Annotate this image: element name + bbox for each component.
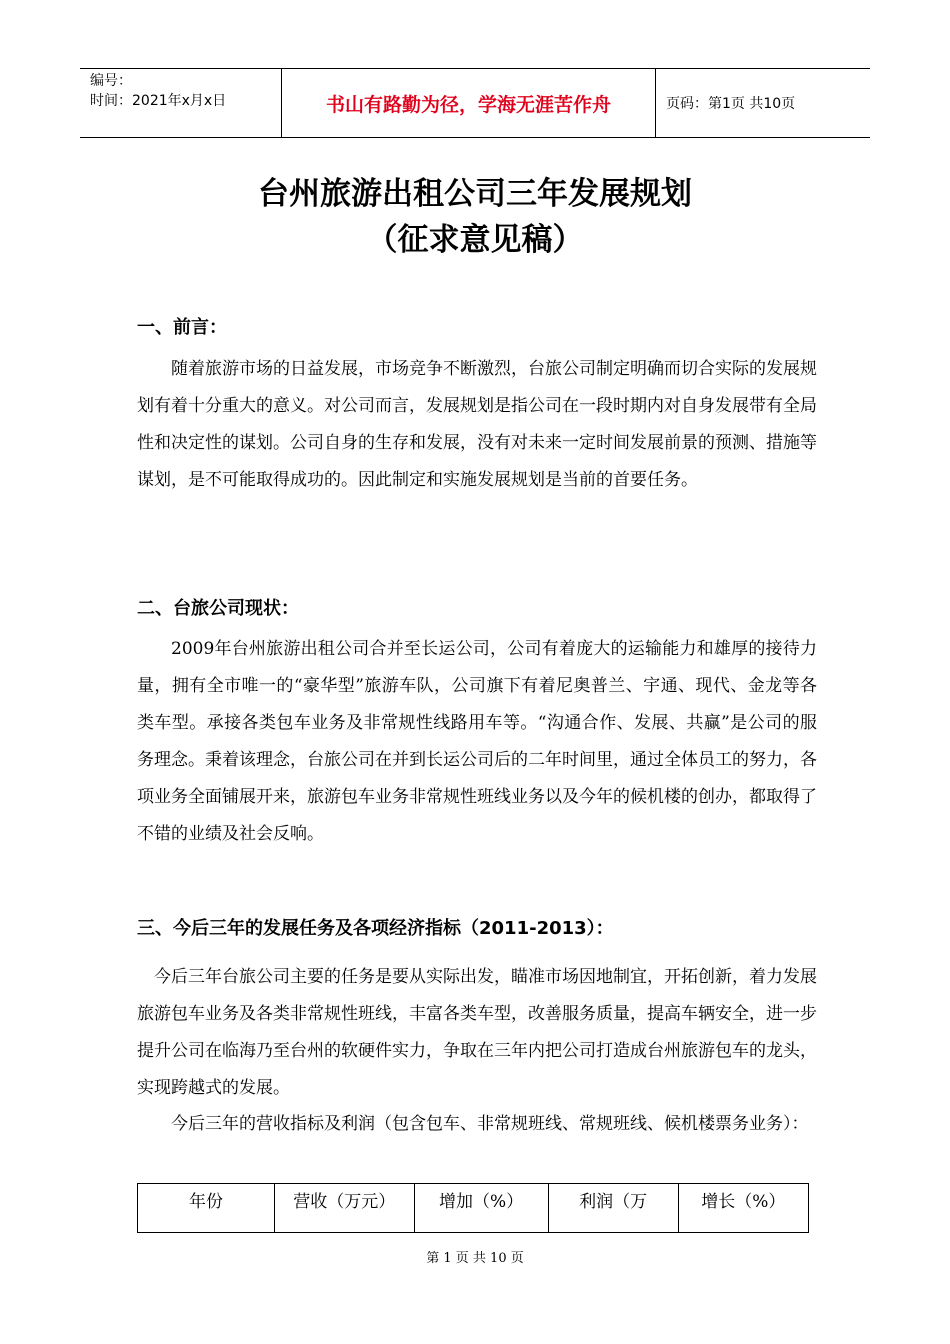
header-motto: 书山有路勤为径，学海无涯苦作舟 (282, 69, 656, 137)
status-paragraph: 2009年台州旅游出租公司合并至长运公司，公司有着庞大的运输能力和雄厚的接待力量，拥有全市唯一的“豪华型”旅游车队，公司旗下有着尼奥普兰、宇通、现代、金龙等各类车型。承接各类包车业务及非常规性线路用车等。“沟通合作、发展、共赢”是公司的服务理念。秉着该理念，台旅公司在并到长运公司后的二年时间里，通过全体员工的努力，各项业务全面铺展开来，旅游包车业务非常规性班线业务以及今年的候机楼的创办，都取得了不错的业绩及社会反响。 (137, 639, 817, 844)
page-footer: 第 1 页 共 10 页 (426, 1251, 524, 1266)
table-header-row (138, 1184, 809, 1233)
doc-number-label: 编号： (90, 73, 132, 89)
section-heading-status: 二、台旅公司现状： (137, 598, 299, 619)
doc-title: 台州旅游出租公司三年发展规划 (258, 176, 692, 212)
tasks-paragraph: 今后三年台旅公司主要的任务是要从实际出发，瞄准市场因地制宜，开拓创新，着力发展旅游包车业务及各类非常规性班线，丰富各类车型，改善服务质量，提高车辆安全，进一步提升公司在临海乃至台州的软硬件实力，争取在三年内把公司打造成台州旅游包车的龙头，实现跨越式的发展。 (137, 967, 817, 1098)
header-meta (80, 69, 282, 137)
col-year: 年份 (138, 1184, 275, 1233)
doc-subtitle: （征求意见稿） (366, 222, 584, 258)
col-growth: 增长（%） (678, 1184, 808, 1233)
col-increase: 增加（%） (414, 1184, 548, 1233)
col-revenue: 营收（万元） (275, 1184, 415, 1233)
preface-paragraph: 随着旅游市场的日益发展，市场竞争不断激烈，台旅公司制定明确而切合实际的发展规划有着十分重大的意义。对公司而言，发展规划是指公司在一段时期内对自身发展带有全局性和决定性的谋划。公司自身的生存和发展，没有对未来一定时间发展前景的预测、措施等谋划，是不可能取得成功的。因此制定和实施发展规划是当前的首要任务。 (137, 359, 817, 490)
header-page-info: 页码：第1页 共10页 (666, 96, 796, 112)
doc-time-label: 时间：2021年x月x日 (90, 93, 227, 109)
header-table (80, 68, 870, 138)
targets-paragraph: 今后三年的营收指标及利润（包含包车、非常规班线、常规班线、候机楼票务业务）： (171, 1114, 809, 1134)
col-profit: 利润（万 (548, 1184, 678, 1233)
section-heading-preface: 一、前言： (137, 317, 227, 338)
section-heading-tasks: 三、今后三年的发展任务及各项经济指标（2011-2013）： (137, 918, 614, 939)
financial-targets-table (137, 1183, 809, 1233)
